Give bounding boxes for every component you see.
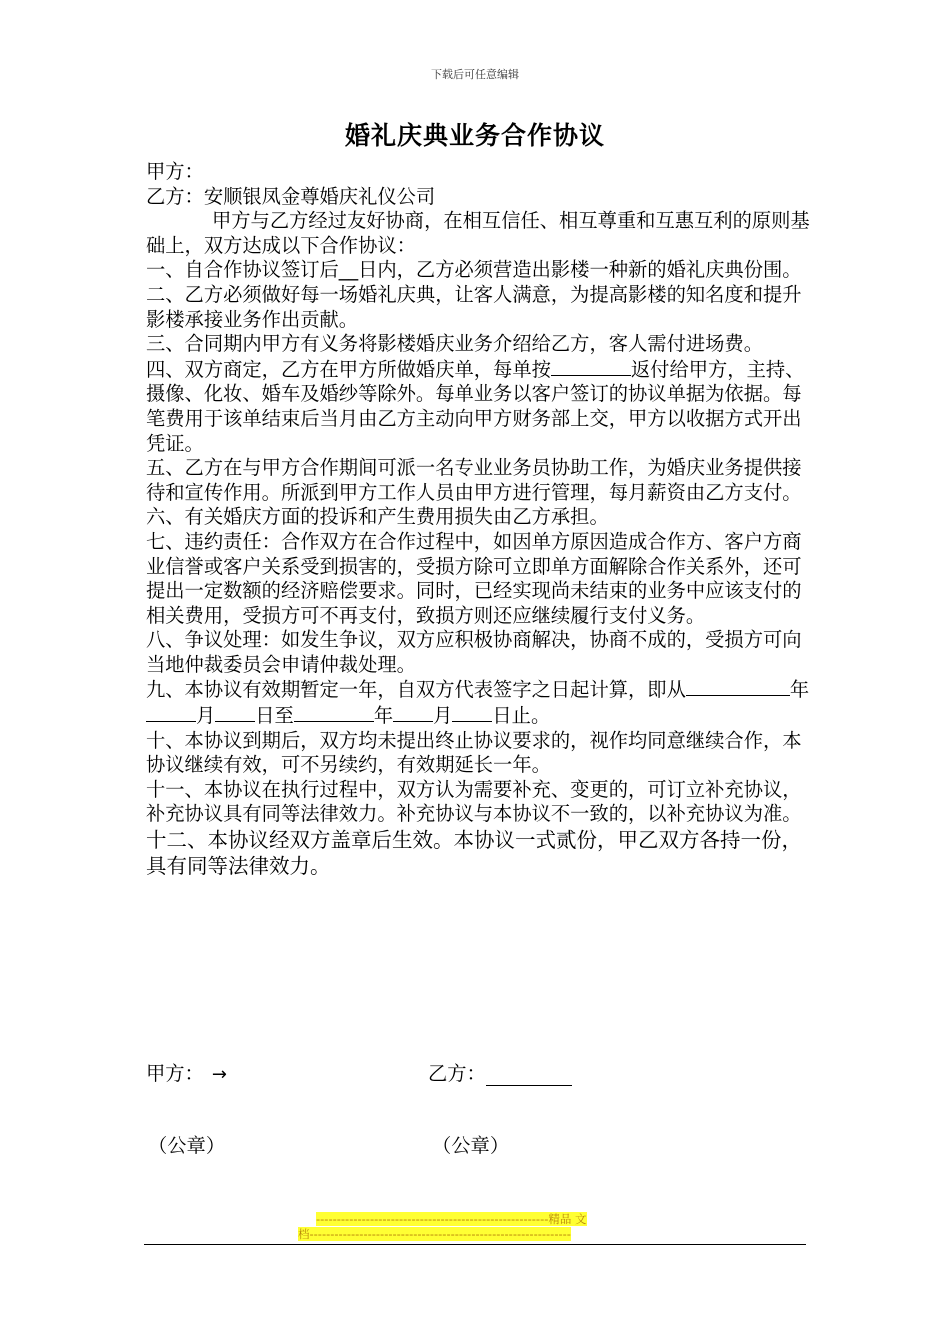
month-label: 月	[196, 704, 216, 728]
party-b-label: 乙方：	[428, 1062, 486, 1085]
clause-9-start: 九、本协议有效期暂定一年，自双方代表签字之日起计算，即从	[146, 678, 686, 702]
clause-4	[146, 357, 816, 456]
clause-6: 六、有关婚庆方面的投诉和产生费用损失由乙方承担。	[146, 505, 609, 529]
clause-8: 八、争议处理：如发生争议，双方应积极协商解决，协商不成的，受损方可向当地仲裁委员会申请仲裁处理。	[146, 628, 802, 676]
clause-10: 十、本协议到期后，双方均未提出终止协议要求的，视作均同意继续合作，本协议继续有效，可不另续约，有效期延长一年。	[146, 728, 802, 777]
date-blank	[686, 677, 726, 696]
clause-2: 二、乙方必须做好每一场婚礼庆典，让客人满意，为提高影楼的知名度和提升影楼承接业务作出贡献。	[146, 282, 802, 331]
date-blank	[452, 703, 492, 722]
arrow-icon: →	[211, 1064, 227, 1085]
footer-line-1: --------------------------------------------------------精品 文	[316, 1212, 587, 1226]
month-label: 月	[433, 704, 453, 728]
clause-7: 七、违约责任：合作双方在合作过程中，如因单方原因造成合作方、客户方商业信誉或客户关系受到损害的，受损方除可立即单方面解除合作关系外，还可提出一定数额的经济赔偿要求。同时，已经实现尚未结束的业务中应该支付的相关费用，受损方可不再支付，致损方则还应继续履行支付义务。	[146, 529, 802, 627]
clause-9	[146, 677, 816, 728]
end-label: 日止。	[492, 704, 551, 728]
clause-3: 三、合同期内甲方有义务将影楼婚庆业务介绍给乙方，客人需付进场费。	[146, 332, 763, 356]
party-a-signature	[146, 1058, 227, 1086]
clause-5: 五、乙方在与甲方合作期间可派一名专业业务员协助工作，为婚庆业务提供接待和宣传作用。所派到甲方工作人员由甲方进行管理，每月薪资由乙方支付。	[146, 456, 802, 504]
party-a-line: 甲方：	[146, 160, 204, 183]
date-blank	[393, 703, 433, 722]
document-title: 婚礼庆典业务合作协议	[344, 121, 605, 150]
date-blank	[146, 703, 196, 722]
party-a-label: 甲方：	[146, 1062, 204, 1085]
date-blank	[294, 703, 374, 722]
signature-line	[486, 1065, 572, 1086]
agreement-body	[146, 160, 816, 879]
date-blank	[726, 677, 790, 696]
footer-watermark	[298, 1212, 650, 1242]
clause-4-rest: 返付给甲方，主持、摄像、化妆、婚车及婚纱等除外。每单业务以客户签订的协议单据为依据。每笔费用于该单结束后当月由乙方主动向甲方财务部上交，甲方以收据方式开出凭证。	[146, 357, 805, 455]
clause-1: 一、自合作协议签订后__日内，乙方必须营造出影楼一种新的婚礼庆典份围。	[146, 258, 802, 282]
clause-12: 十二、本协议经双方盖章后生效。本协议一式贰份，甲乙双方各持一份，具有同等法律效力。	[146, 828, 802, 879]
party-a-seal: （公章）	[148, 1134, 226, 1157]
header-note: 下载后可任意编辑	[431, 68, 519, 81]
party-b-seal: （公章）	[432, 1134, 510, 1157]
year-label: 年	[789, 678, 810, 702]
year-label: 年	[373, 704, 394, 728]
clause-11: 十一、本协议在执行过程中，双方认为需要补充、变更的，可订立补充协议，补充协议具有同等法律效力。补充协议与本协议不一致的，以补充协议为准。	[146, 777, 802, 826]
date-blank	[215, 703, 255, 722]
party-b-signature	[428, 1058, 572, 1086]
footer-line-2: 档---------------------------------------------------------------	[298, 1227, 571, 1241]
footer-rule	[144, 1244, 806, 1245]
party-b-line: 乙方：安顺银凤金尊婚庆礼仪公司	[146, 184, 436, 208]
clause-4-start: 四、双方商定，乙方在甲方所做婚庆单，每单按	[146, 357, 551, 381]
rate-blank	[551, 357, 631, 376]
day-label: 日至	[255, 704, 294, 728]
intro-paragraph: 甲方与乙方经过友好协商，在相互信任、相互尊重和互惠互利的原则基础上，双方达成以下合作协议：	[146, 209, 810, 257]
